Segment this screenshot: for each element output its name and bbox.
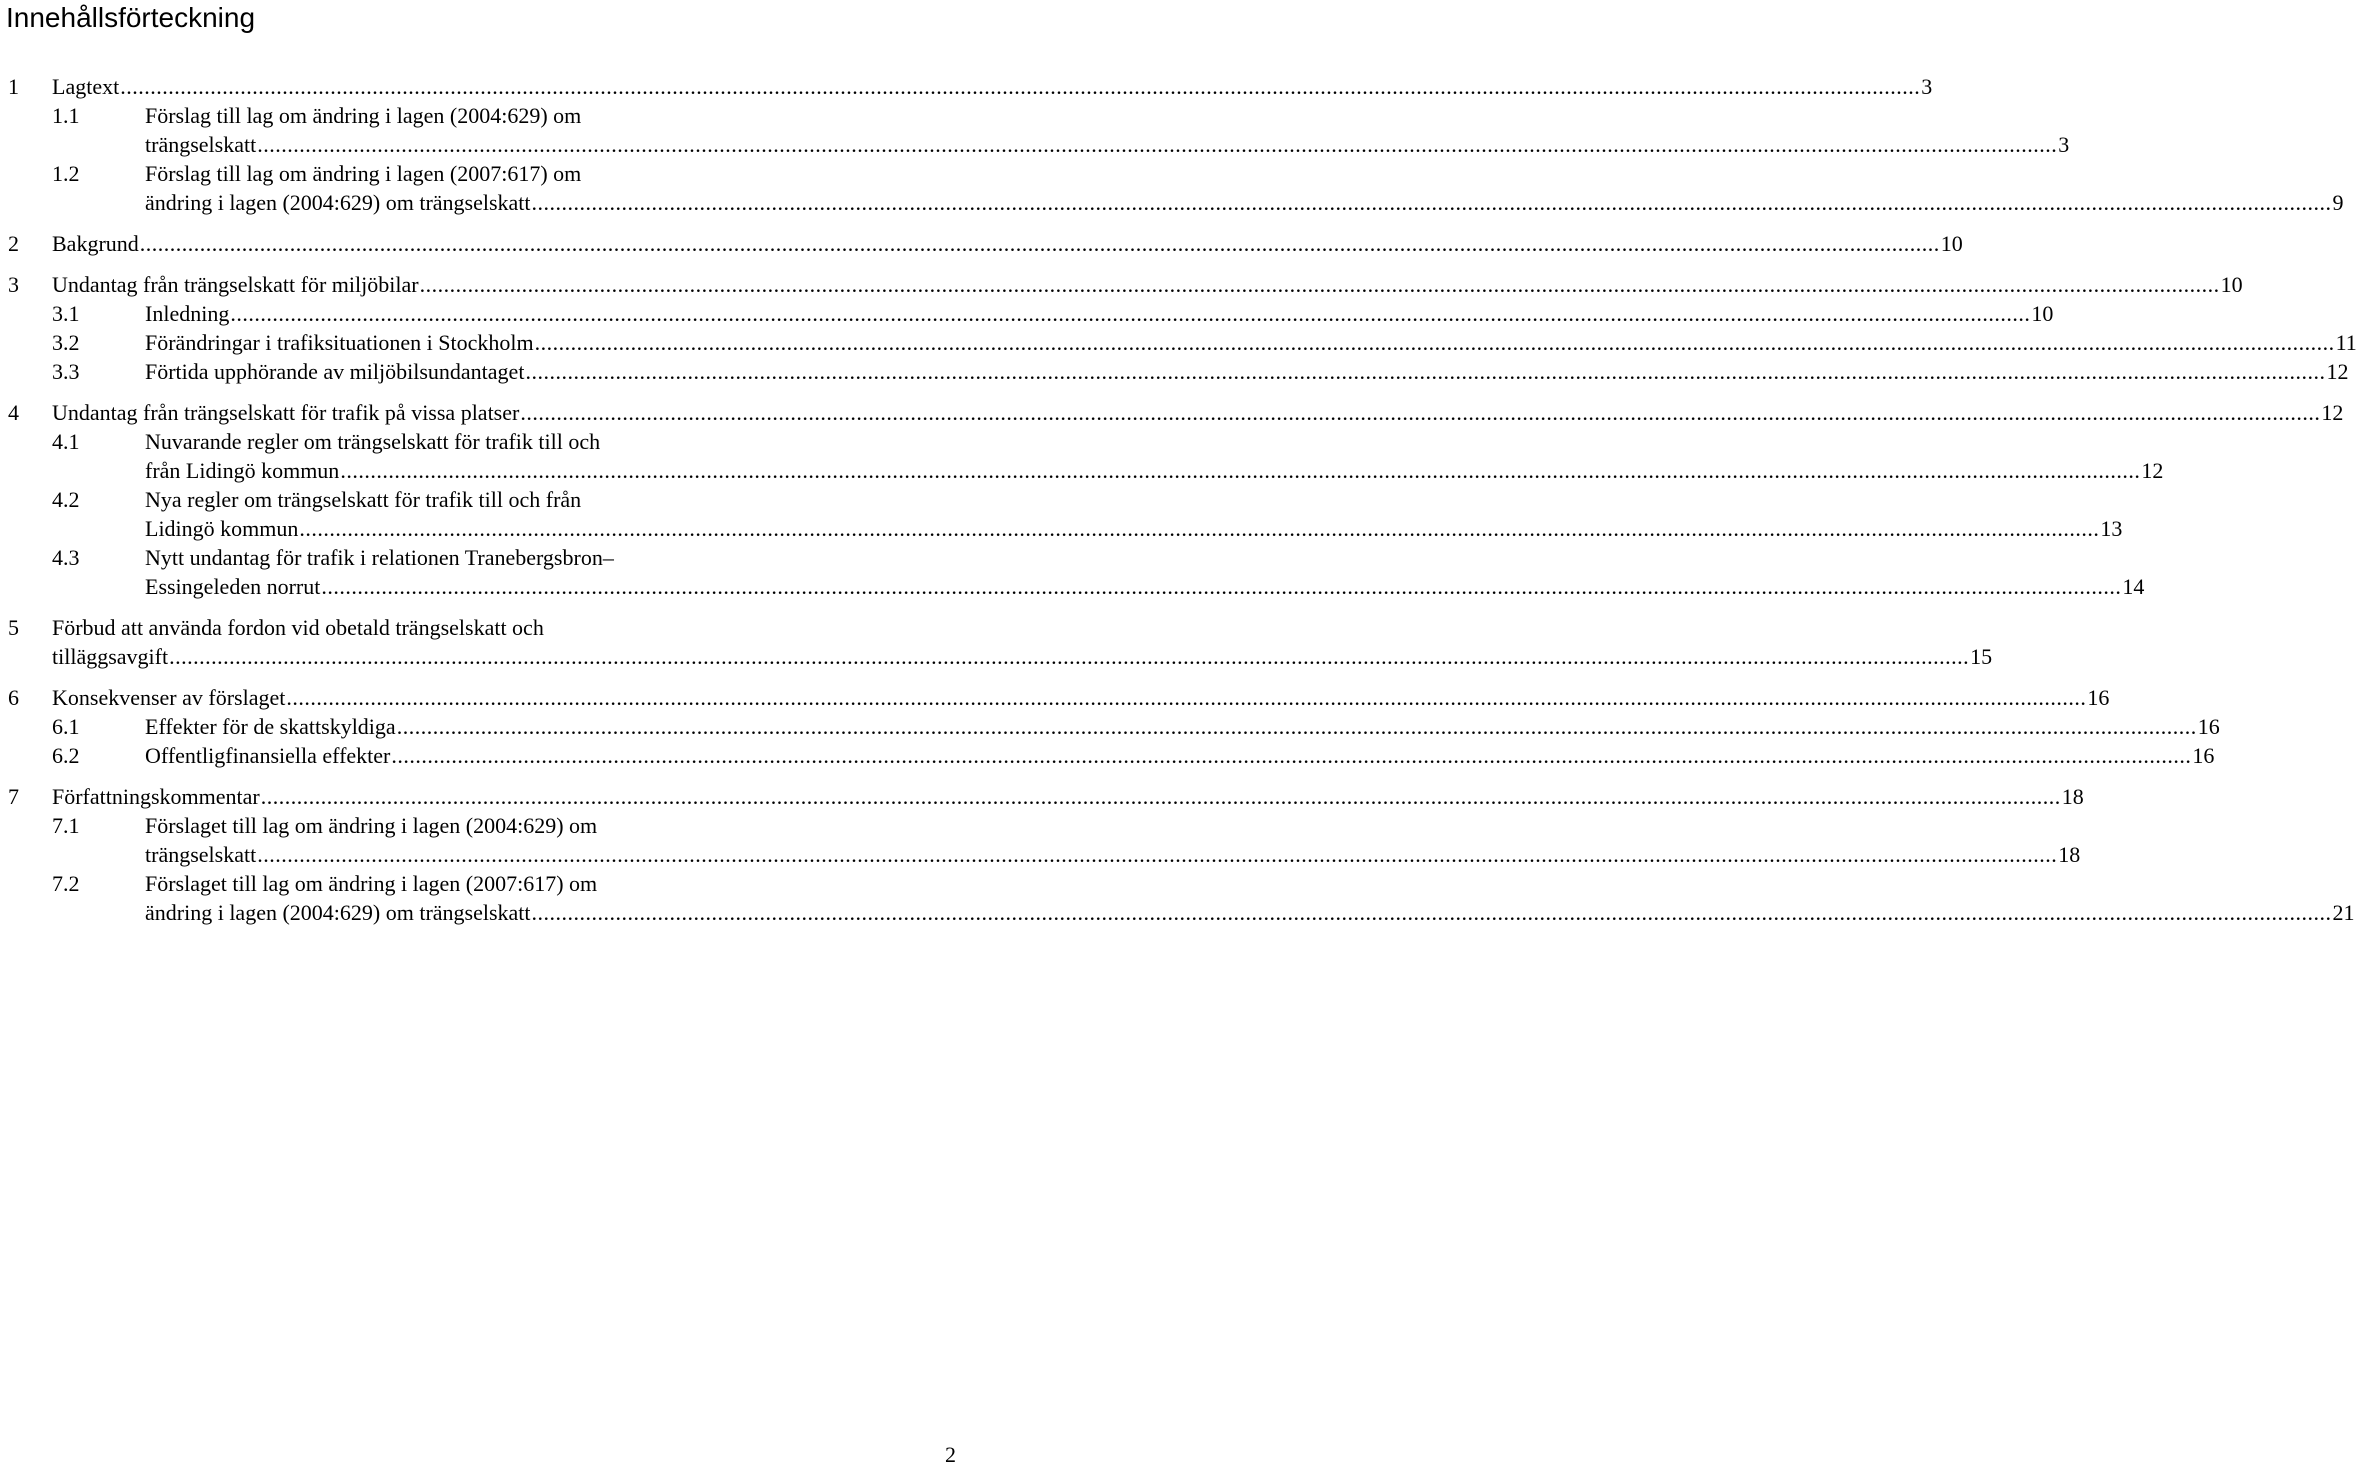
toc-entry-title: ändring i lagen (2004:629) om trängselskatt xyxy=(145,190,531,215)
toc-line xyxy=(0,683,2110,712)
toc-entry-title: trängselskatt xyxy=(145,842,257,867)
toc-line xyxy=(0,543,960,572)
toc-dot-leader: ............................................................................................................................................................................................................................................................................................................ xyxy=(391,743,2192,768)
toc-page-number: 10 xyxy=(1940,231,1963,256)
toc-line xyxy=(0,456,2164,485)
toc-line xyxy=(0,613,960,642)
page-number: 2 xyxy=(945,1442,956,1467)
toc-entry-title: Förtida upphörande av miljöbilsundantaget xyxy=(145,359,525,384)
toc-page-number: 16 xyxy=(2197,714,2220,739)
toc-dot-leader: ............................................................................................................................................................................................................................................................................................................ xyxy=(139,231,1940,256)
toc-entry-number: 1.1 xyxy=(52,103,80,128)
toc-line xyxy=(0,572,2145,601)
toc-dot-leader: ............................................................................................................................................................................................................................................................................................................ xyxy=(257,132,2058,157)
toc-dot-leader: ............................................................................................................................................................................................................................................................................................................ xyxy=(260,784,2061,809)
toc-line xyxy=(0,485,960,514)
toc-entry-number: 4.2 xyxy=(52,487,80,512)
toc-line xyxy=(0,270,2243,299)
toc-heading: Innehållsförteckning xyxy=(6,2,256,33)
toc-dot-leader: ............................................................................................................................................................................................................................................................................................................ xyxy=(396,714,2197,739)
toc-entry-title: Nuvarande regler om trängselskatt för trafik till och xyxy=(145,429,601,454)
toc-entry-number: 4.1 xyxy=(52,429,80,454)
toc-page-number: 10 xyxy=(2031,301,2054,326)
toc-entry-number: 1 xyxy=(8,74,19,99)
toc-entry-title: ändring i lagen (2004:629) om trängselskatt xyxy=(145,900,531,925)
toc-entry-number: 7.1 xyxy=(52,813,80,838)
toc-entry-number: 3.1 xyxy=(52,301,80,326)
toc-line xyxy=(0,712,2220,741)
toc-line xyxy=(0,741,2215,770)
toc-line xyxy=(0,357,2349,386)
toc-entry-title: Effekter för de skattskyldiga xyxy=(145,714,396,739)
toc-line xyxy=(0,642,1993,671)
toc-page-number: 3 xyxy=(1921,74,1933,99)
toc-page-number: 14 xyxy=(2122,574,2145,599)
toc-entry-title: Lagtext xyxy=(52,74,120,99)
toc-page-number: 15 xyxy=(1970,644,1993,669)
toc-entry-number: 6.2 xyxy=(52,743,80,768)
toc-entry-number: 4.3 xyxy=(52,545,80,570)
toc-entry-title: Nytt undantag för trafik i relationen Tranebergsbron– xyxy=(145,545,614,570)
toc-page-number: 18 xyxy=(2058,842,2081,867)
toc-page-number: 11 xyxy=(2335,330,2357,355)
toc-line xyxy=(0,811,960,840)
toc-entry-number: 7.2 xyxy=(52,871,80,896)
toc-entry-title: Bakgrund xyxy=(52,231,139,256)
toc-page-number: 13 xyxy=(2100,516,2123,541)
toc-line xyxy=(0,328,2357,357)
toc-entry-number: 6 xyxy=(8,685,19,710)
toc-line xyxy=(0,130,2070,159)
toc-entry-title: Undantag från trängselskatt för miljöbilar xyxy=(52,272,419,297)
toc-line xyxy=(0,299,2054,328)
toc-entry-number: 6.1 xyxy=(52,714,80,739)
toc-entry-number: 3.3 xyxy=(52,359,80,384)
toc-line xyxy=(0,869,960,898)
toc-entry-title: Förslaget till lag om ändring i lagen (2004:629) om xyxy=(145,813,598,838)
toc-dot-leader: ............................................................................................................................................................................................................................................................................................................ xyxy=(534,330,2335,355)
toc-line xyxy=(0,782,2084,811)
toc-dot-leader: ............................................................................................................................................................................................................................................................................................................ xyxy=(340,458,2141,483)
toc-dot-leader: ............................................................................................................................................................................................................................................................................................................ xyxy=(525,359,2326,384)
toc-entry-title: Lidingö kommun xyxy=(145,516,299,541)
toc-page-number: 16 xyxy=(2192,743,2215,768)
toc-line xyxy=(0,514,2123,543)
toc-entry-title: från Lidingö kommun xyxy=(145,458,340,483)
toc-entry-title: Förslaget till lag om ändring i lagen (2007:617) om xyxy=(145,871,598,896)
toc-line xyxy=(0,398,2344,427)
toc-entry-title: Essingeleden norrut xyxy=(145,574,321,599)
toc-entry-number: 3 xyxy=(8,272,19,297)
toc-page-number: 12 xyxy=(2321,400,2344,425)
toc-entry-number: 3.2 xyxy=(52,330,80,355)
toc-page-number: 12 xyxy=(2326,359,2349,384)
toc-page-number: 18 xyxy=(2061,784,2084,809)
toc-page-number: 3 xyxy=(2058,132,2070,157)
toc-line xyxy=(0,188,2344,217)
toc-entry-number: 7 xyxy=(8,784,19,809)
toc-dot-leader: ............................................................................................................................................................................................................................................................................................................ xyxy=(321,574,2122,599)
toc-entry-title: Författningskommentar xyxy=(52,784,260,809)
toc-dot-leader: ............................................................................................................................................................................................................................................................................................................ xyxy=(299,516,2100,541)
toc-page-number: 21 xyxy=(2332,900,2355,925)
toc-dot-leader: ............................................................................................................................................................................................................................................................................................................ xyxy=(169,644,1970,669)
toc-dot-leader: ............................................................................................................................................................................................................................................................................................................ xyxy=(286,685,2087,710)
toc-entry-title: Förslag till lag om ändring i lagen (2004:629) om xyxy=(145,103,582,128)
toc-entry-title: trängselskatt xyxy=(145,132,257,157)
toc-dot-leader: ............................................................................................................................................................................................................................................................................................................ xyxy=(230,301,2031,326)
toc-line xyxy=(0,159,960,188)
toc-entry-number: 5 xyxy=(8,615,19,640)
toc-entry-title: Konsekvenser av förslaget xyxy=(52,685,286,710)
toc-page-number: 12 xyxy=(2141,458,2164,483)
toc-entry-title: Inledning xyxy=(145,301,230,326)
toc-page-number: 10 xyxy=(2220,272,2243,297)
toc-entry-title: tilläggsavgift xyxy=(52,644,169,669)
toc-line xyxy=(0,840,2081,869)
toc-page-number: 9 xyxy=(2332,190,2344,215)
toc-entry-title: Förändringar i trafiksituationen i Stockholm xyxy=(145,330,534,355)
toc-line xyxy=(0,427,960,456)
toc-entry-title: Undantag från trängselskatt för trafik på vissa platser xyxy=(52,400,520,425)
toc-entry-title: Förslag till lag om ändring i lagen (2007:617) om xyxy=(145,161,582,186)
toc-line xyxy=(0,101,960,130)
toc-dot-leader: ............................................................................................................................................................................................................................................................................................................ xyxy=(531,900,2332,925)
toc-line xyxy=(0,229,1963,258)
toc-entry-title: Offentligfinansiella effekter xyxy=(145,743,391,768)
toc-dot-leader: ............................................................................................................................................................................................................................................................................................................ xyxy=(531,190,2332,215)
toc-entry-number: 2 xyxy=(8,231,19,256)
toc-dot-leader: ............................................................................................................................................................................................................................................................................................................ xyxy=(257,842,2058,867)
toc-entry-title: Förbud att använda fordon vid obetald trängselskatt och xyxy=(52,615,544,640)
toc-dot-leader: ............................................................................................................................................................................................................................................................................................................ xyxy=(520,400,2321,425)
toc-entry-number: 4 xyxy=(8,400,19,425)
toc-entry-number: 1.2 xyxy=(52,161,80,186)
toc-dot-leader: ............................................................................................................................................................................................................................................................................................................ xyxy=(419,272,2220,297)
toc-dot-leader: ............................................................................................................................................................................................................................................................................................................ xyxy=(120,74,1921,99)
toc-line xyxy=(0,72,1933,101)
toc-entry-title: Nya regler om trängselskatt för trafik till och från xyxy=(145,487,582,512)
toc-line xyxy=(0,898,2355,927)
toc-page-number: 16 xyxy=(2087,685,2110,710)
